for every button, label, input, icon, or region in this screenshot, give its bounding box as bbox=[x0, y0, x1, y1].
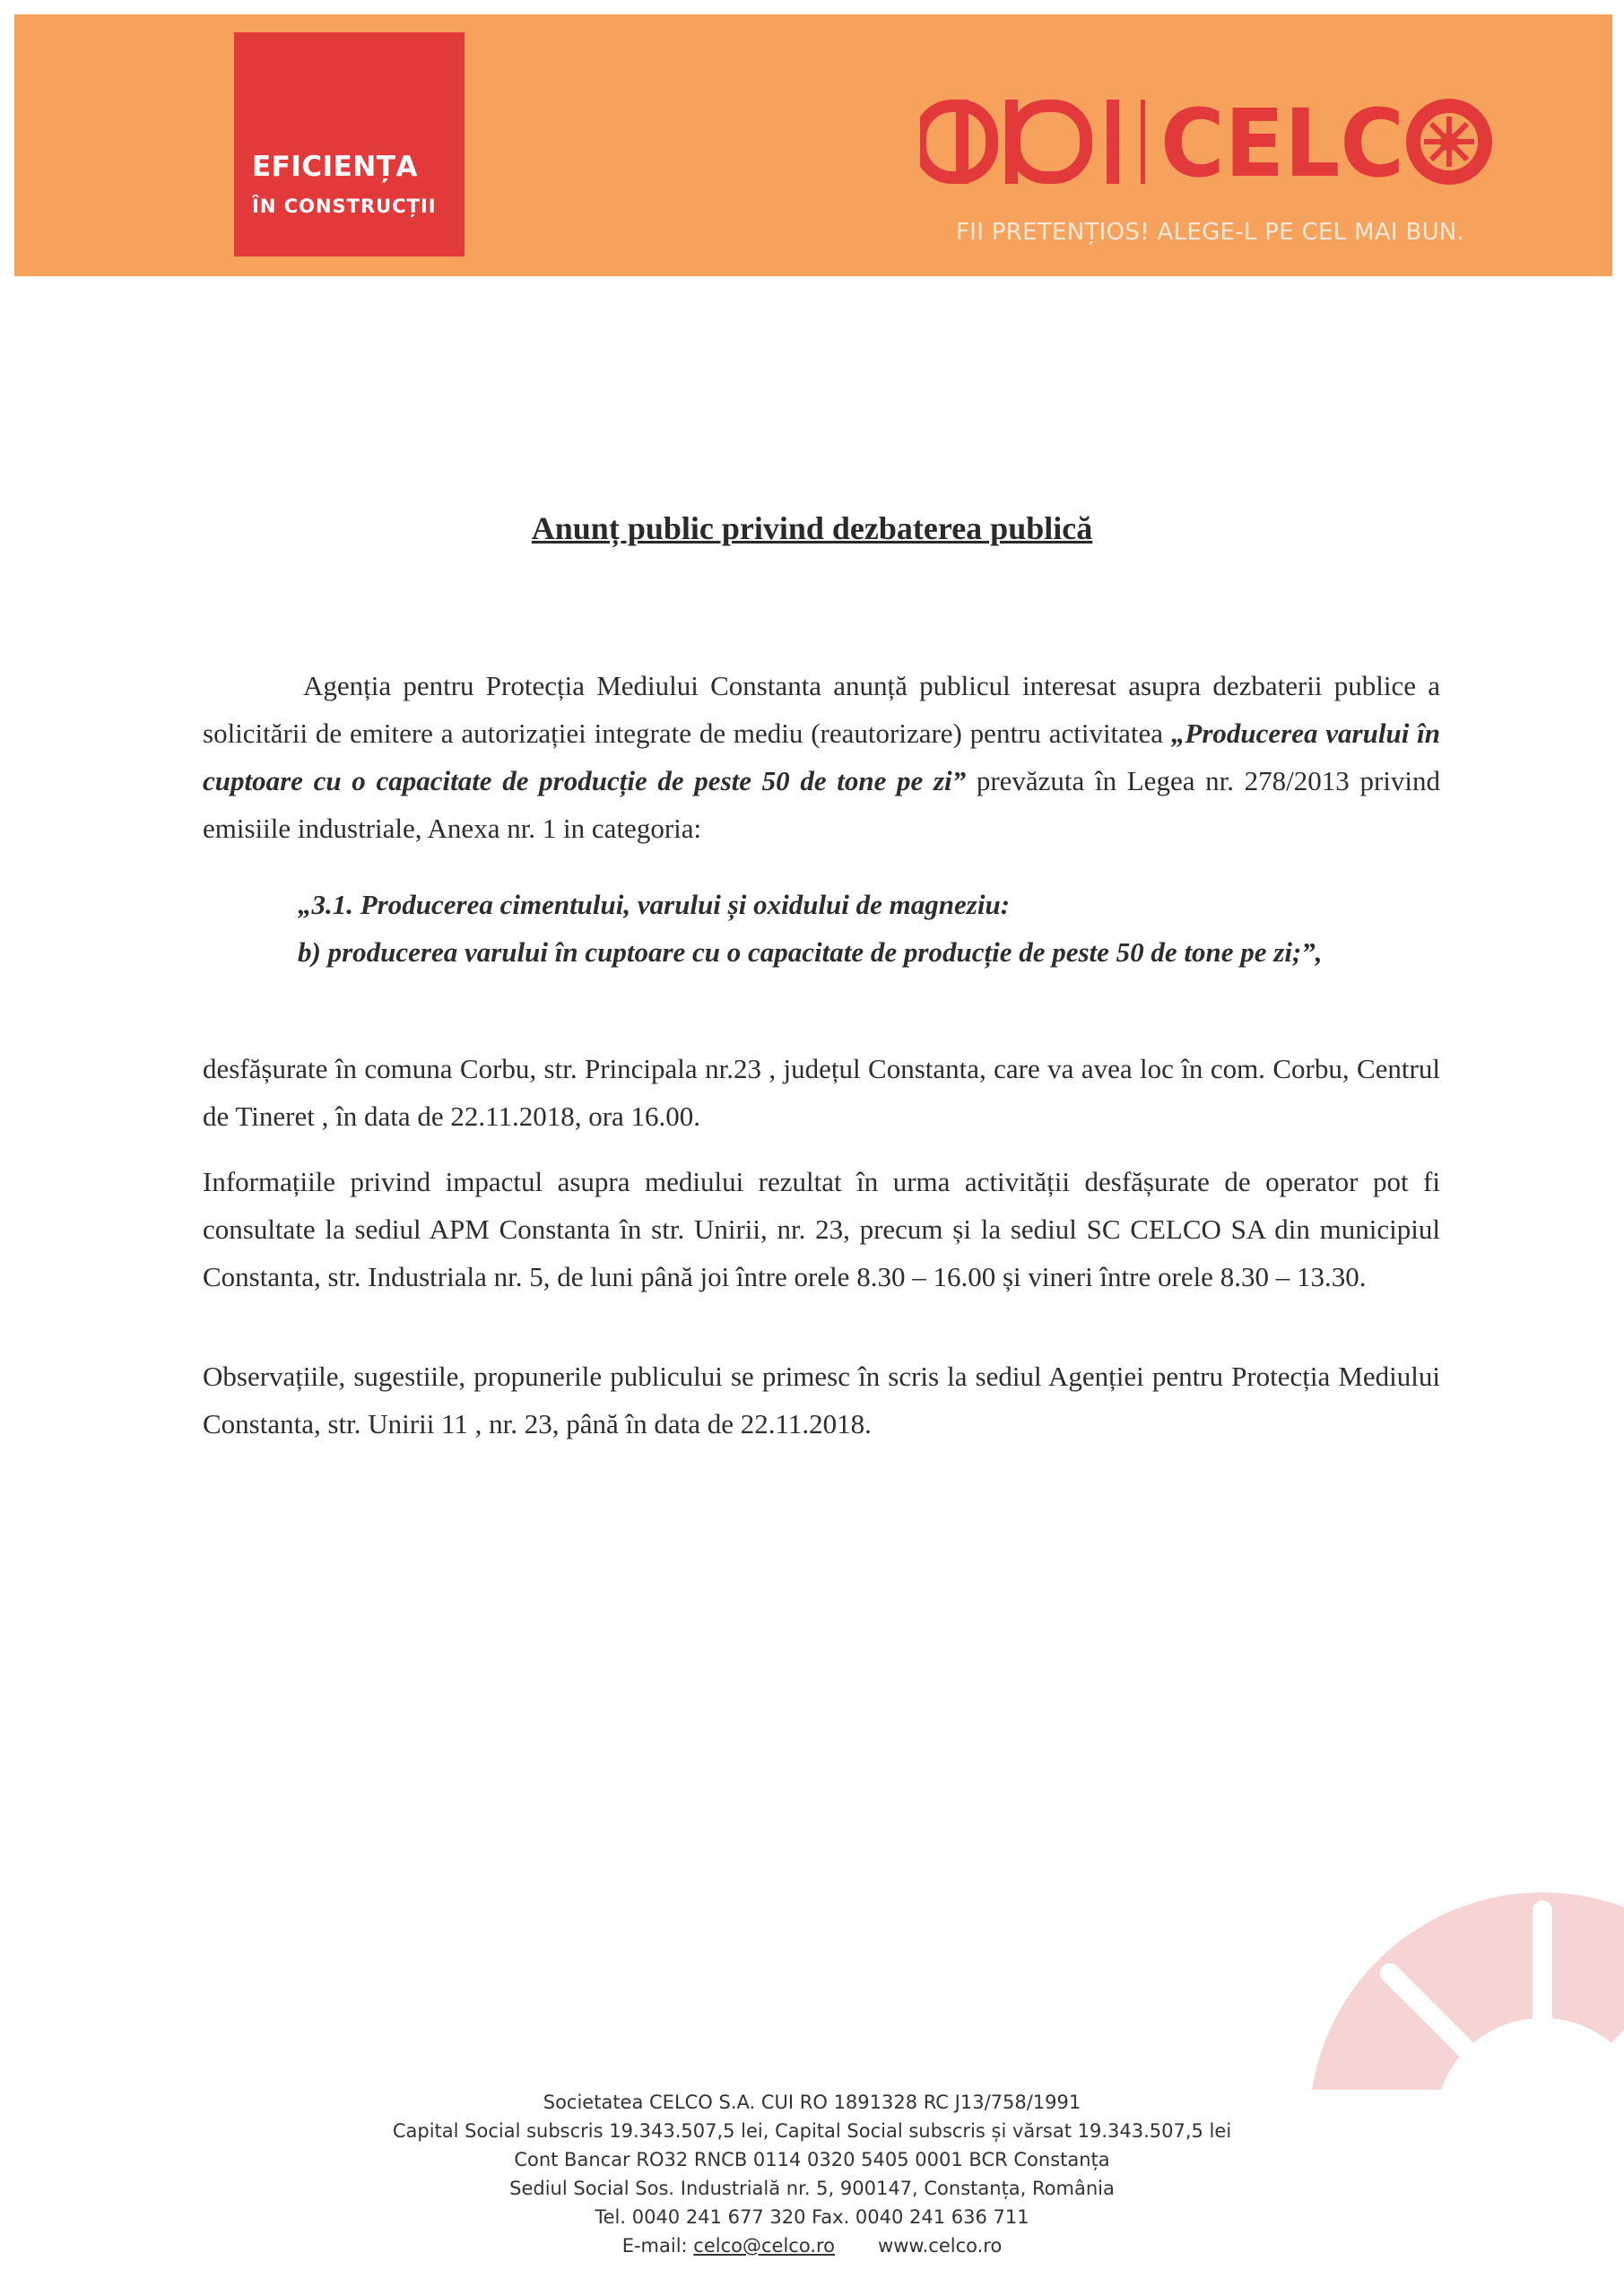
sun-watermark-icon bbox=[1184, 1794, 1624, 2090]
badge-line2: ÎN CONSTRUCȚII bbox=[252, 196, 437, 217]
paragraph-announcement bbox=[203, 662, 1440, 852]
badge-line1: EFICIENȚA bbox=[252, 151, 418, 183]
quote-line1: „3.1. Producerea cimentului, varului și oxidului de magneziu: bbox=[298, 889, 1011, 920]
footer bbox=[305, 2088, 1319, 2260]
website-link[interactable]: www.celco.ro bbox=[878, 2235, 1003, 2257]
logo-wordmark: CELC bbox=[1160, 97, 1404, 187]
footer-bank: Cont Bancar RO32 RNCB 0114 0320 5405 0001 BCR Constanța bbox=[514, 2149, 1110, 2170]
email-label: E-mail: bbox=[621, 2235, 688, 2257]
eficienta-badge bbox=[234, 32, 465, 257]
footer-phone: Tel. 0040 241 677 320 Fax. 0040 241 636 711 bbox=[595, 2206, 1029, 2228]
announcement-end: prevăzuta în Legea nr. 278/2013 privind emisiile industriale, Anexa nr. 1 in categoria: bbox=[203, 765, 1440, 844]
header-band bbox=[14, 14, 1612, 276]
activity-name: „Producerea varului în cuptoare cu o capacitate de producție de peste 50 de tone pe zi” bbox=[203, 718, 1441, 796]
category-quote bbox=[298, 881, 1440, 976]
paragraph-observations: Observațiile, sugestiile, propunerile publicului se primesc în scris la sediul Agenției pentru Protecția Mediului Constanta, str. Unirii 11 , nr. 23, până în data de 22.11.2018. bbox=[203, 1361, 1440, 1439]
email-link[interactable]: celco@celco.ro bbox=[693, 2235, 836, 2257]
footer-capital: Capital Social subscris 19.343.507,5 lei, Capital Social subscris și vărsat 19.343.507,5 lei bbox=[392, 2120, 1232, 2142]
footer-address: Sediul Social Sos. Industrială nr. 5, 900147, Constanța, România bbox=[509, 2178, 1115, 2199]
paragraph-location: desfășurate în comuna Corbu, str. Principala nr.23 , județul Constanta, care va avea loc în com. Corbu, Centrul de Tineret , în data de 22.11.2018, ora 16.00. bbox=[203, 1053, 1440, 1132]
tagline: FII PRETENȚIOS! ALEGE-L PE CEL MAI BUN. bbox=[956, 219, 1465, 246]
paragraph-information: Informațiile privind impactul asupra mediului rezultat în urma activității desfășurate de operator pot fi consultate la sediul APM Constanta în str. Unirii, nr. 23, precum și la sediul SC CELCO SA din municipiul Constanta, str. Industriala nr. 5, de luni până joi între orele 8.30 – 16.00 și vineri între orele 8.30 – 13.30. bbox=[203, 1166, 1440, 1292]
adi-celco-logo bbox=[920, 97, 1494, 187]
announcement-start: Agenția pentru Protecția Mediului Constanta anunță publicul interesat asupra dezbaterii publice a solicitării de emitere a autorizației integrate de mediu (reautorizare) pentru activitatea bbox=[203, 670, 1440, 749]
footer-company: Societatea CELCO S.A. CUI RO 1891328 RC J13/758/1991 bbox=[543, 2092, 1081, 2113]
document-title: Anunț public privind dezbaterea publică bbox=[531, 510, 1093, 546]
footer-contact bbox=[305, 2231, 1319, 2260]
quote-line2: b) producerea varului în cuptoare cu o capacitate de producție de peste 50 de tone pe zi;”, bbox=[298, 936, 1323, 968]
